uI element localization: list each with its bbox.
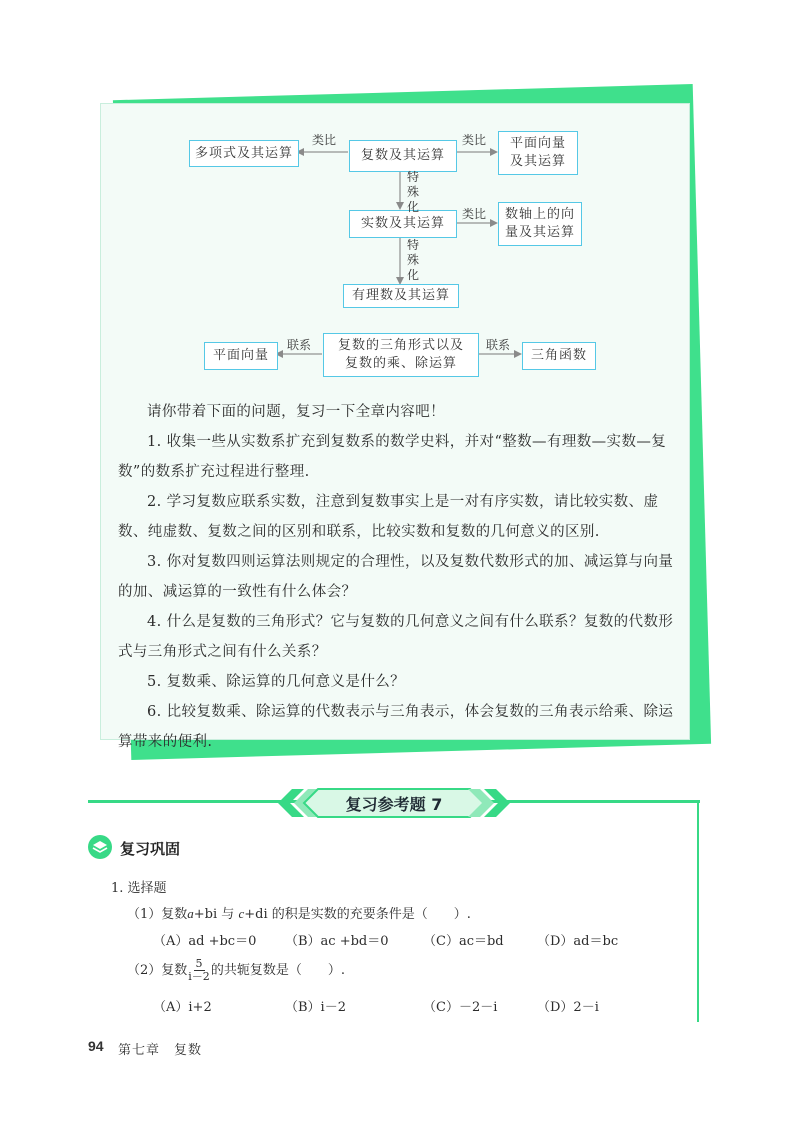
box-trig-form: 复数的三角形式以及 复数的乘、除运算 [323, 333, 479, 377]
q1-1-option-d: （D）ad＝bc [537, 934, 619, 949]
label-analogy-2: 类比 [462, 133, 487, 147]
box-complex-numbers: 复数及其运算 [349, 140, 457, 172]
box-axis-vector: 数轴上的向 量及其运算 [498, 202, 582, 246]
review-item-5: 5. 复数乘、除运算的几何意义是什么？ [147, 674, 406, 690]
right-rule [697, 800, 699, 1022]
review-item-3: 3. 你对复数四则运算法则规定的合理性，以及复数代数形式的加、减运算与向量的加、减运算的一致性有什么体会？ [118, 554, 674, 600]
review-item-2: 2. 学习复数应联系实数，注意到复数事实上是一对有序实数，请比较实数、虚数、纯虚数、复数之间的区别和联系，比较实数和复数的几何意义的区别. [118, 494, 659, 540]
chapter-title: 第七章 复数 [118, 1043, 203, 1058]
label-analogy-3: 类比 [462, 207, 487, 221]
page-number: 94 [88, 1038, 104, 1054]
q1-title: 1. 选择题 [111, 881, 167, 896]
q1-1-option-a: （A）ad +bc＝0 [153, 934, 257, 949]
q1-2-option-b: （B）i－2 [285, 1000, 346, 1015]
exercise-banner [278, 787, 510, 819]
box-real-numbers: 实数及其运算 [349, 210, 457, 238]
review-item-1: 1. 收集一些从实数系扩充到复数系的数学史料，并对“整数—有理数—实数—复数”的数系扩充过程进行整理. [118, 434, 667, 480]
q1-2-option-a: （A）i+2 [153, 1000, 212, 1015]
q1-1-option-b: （B）ac +bd＝0 [285, 934, 389, 949]
review-item-6: 6. 比较复数乘、除运算的代数表示与三角表示，体会复数的三角表示给乘、除运算带来的便利. [118, 704, 674, 750]
label-specialize-2: 特 殊 化 [406, 238, 419, 282]
label-specialize-1: 特 殊 化 [406, 170, 419, 214]
box-plane-vector: 平面向量 及其运算 [498, 131, 578, 175]
q1-2-option-c: （C）－2－i [423, 1000, 498, 1015]
q1-2-stem: （2）复数 $\frac{5}{i-2}$ 的共轭复数是（ ）. [127, 957, 345, 983]
box-plane-vector-2: 平面向量 [204, 342, 278, 370]
box-trig-function: 三角函数 [522, 342, 596, 370]
layers-icon [87, 834, 113, 860]
review-questions [118, 397, 674, 757]
q1-1-option-c: （C）ac＝bd [423, 934, 504, 949]
label-analogy-1: 类比 [312, 133, 337, 147]
box-rational-numbers: 有理数及其运算 [343, 284, 459, 308]
review-intro: 请你带着下面的问题，复习一下全章内容吧！ [147, 404, 445, 420]
q1-1-stem: （1）复数a+bi 与 c+di 的积是实数的充要条件是（ ）. [127, 906, 471, 922]
fraction: $\frac{5}{i-2}$ [188, 957, 210, 983]
banner-title: 复习参考题 7 [345, 794, 443, 814]
section-title: 复习巩固 [120, 840, 181, 858]
box-polynomial: 多项式及其运算 [189, 140, 299, 167]
label-relate-1: 联系 [287, 338, 312, 352]
label-relate-2: 联系 [486, 338, 511, 352]
q1-2-option-d: （D）2－i [537, 1000, 599, 1015]
review-item-4: 4. 什么是复数的三角形式？它与复数的几何意义之间有什么联系？复数的代数形式与三角形式之间有什么关系？ [118, 614, 674, 660]
